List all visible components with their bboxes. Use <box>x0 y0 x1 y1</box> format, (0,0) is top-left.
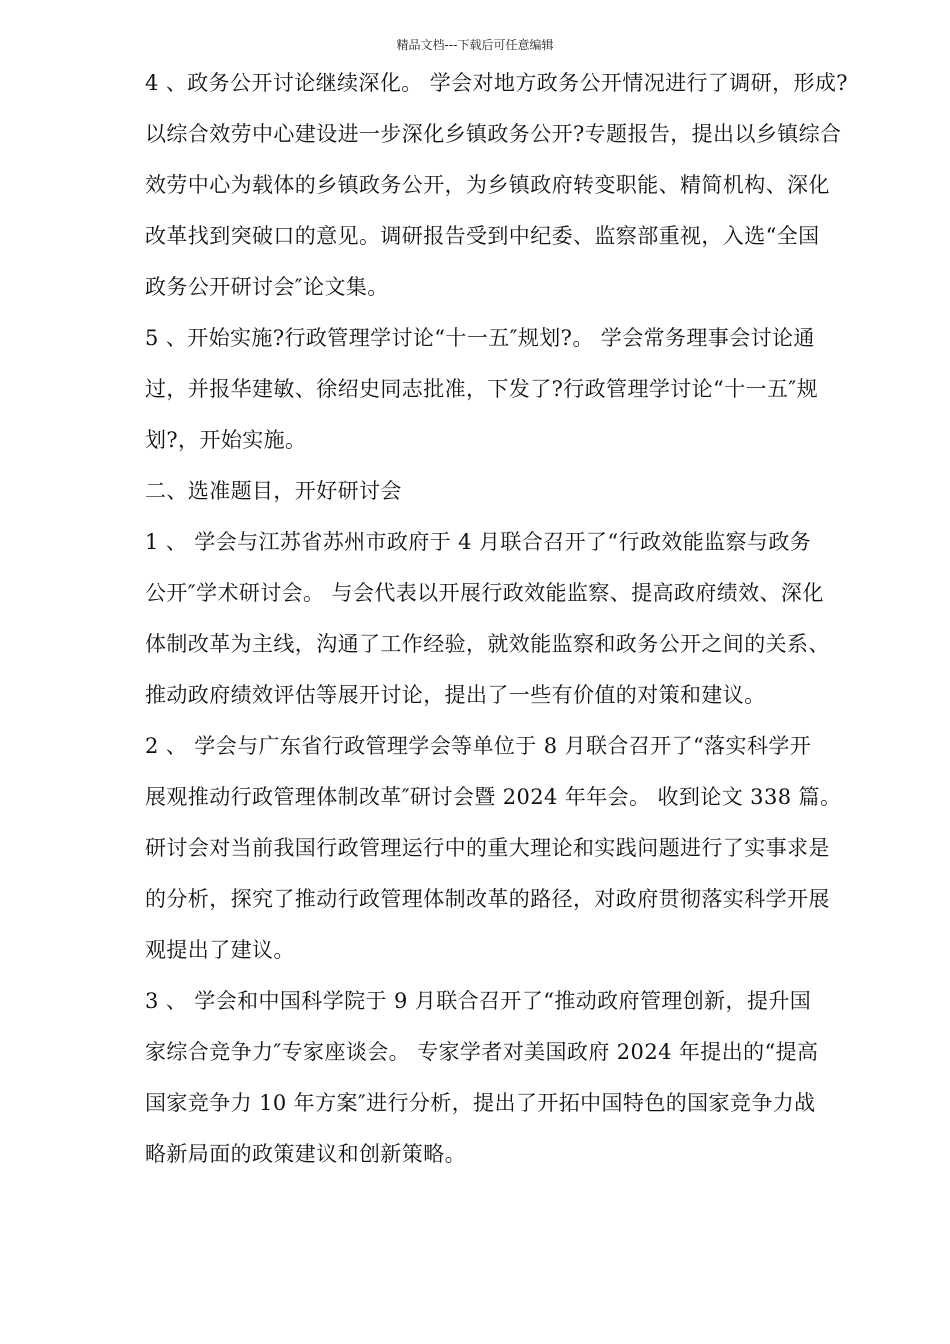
text-line: 4 、政务公开讨论继续深化。 学会对地方政务公开情况进行了调研，形成? <box>145 71 848 95</box>
text-line: 划?，开始实施。 <box>145 428 307 452</box>
text-line: 改革找到突破口的意见。调研报告受到中纪委、监察部重视，入选“全国 <box>145 224 820 248</box>
text-line: 过，并报华建敏、徐绍史同志批准，下发了?行政管理学讨论“十一五″规 <box>145 377 819 401</box>
text-line: 家综合竞争力″专家座谈会。 专家学者对美国政府 2024 年提出的“提高 <box>145 1040 819 1064</box>
text-line: 效劳中心为载体的乡镇政务公开，为乡镇政府转变职能、精简机构、深化 <box>145 173 830 197</box>
text-line: 国家竞争力 10 年方案″进行分析，提出了开拓中国特色的国家竞争力战 <box>145 1091 816 1115</box>
text-line: 推动政府绩效评估等展开讨论，提出了一些有价值的对策和建议。 <box>145 683 766 707</box>
text-line: 政务公开研讨会″论文集。 <box>145 275 389 299</box>
text-line: 研讨会对当前我国行政管理运行中的重大理论和实践问题进行了实事求是 <box>145 836 830 860</box>
text-line: 5 、开始实施?行政管理学讨论“十一五″规划?。 学会常务理事会讨论通 <box>145 326 815 350</box>
text-line: 体制改革为主线，沟通了工作经验，就效能监察和政务公开之间的关系、 <box>145 632 830 656</box>
text-line: 1 、 学会与江苏省苏州市政府于 4 月联合召开了“行政效能监察与政务 <box>145 530 812 554</box>
text-line: 公开″学术研讨会。 与会代表以开展行政效能监察、提高政府绩效、深化 <box>145 581 824 605</box>
text-line: 略新局面的政策建议和创新策略。 <box>145 1142 466 1166</box>
text-line: 的分析，探究了推动行政管理体制改革的路径，对政府贯彻落实科学开展 <box>145 887 830 911</box>
text-line: 2 、 学会与广东省行政管理学会等单位于 8 月联合召开了“落实科学开 <box>145 734 812 758</box>
text-line: 3 、 学会和中国科学院于 9 月联合召开了“推动政府管理创新，提升国 <box>145 989 812 1013</box>
page-header: 精品文档---下载后可任意编辑 <box>396 38 554 52</box>
text-line: 以综合效劳中心建设进一步深化乡镇政务公开?专题报告，提出以乡镇综合 <box>145 122 842 146</box>
text-line: 观提出了建议。 <box>145 938 295 962</box>
section-heading: 二、选准题目，开好研讨会 <box>145 479 402 503</box>
document-body <box>145 63 895 1185</box>
text-line: 展观推动行政管理体制改革″研讨会暨 2024 年年会。 收到论文 338 篇。 <box>145 785 842 809</box>
